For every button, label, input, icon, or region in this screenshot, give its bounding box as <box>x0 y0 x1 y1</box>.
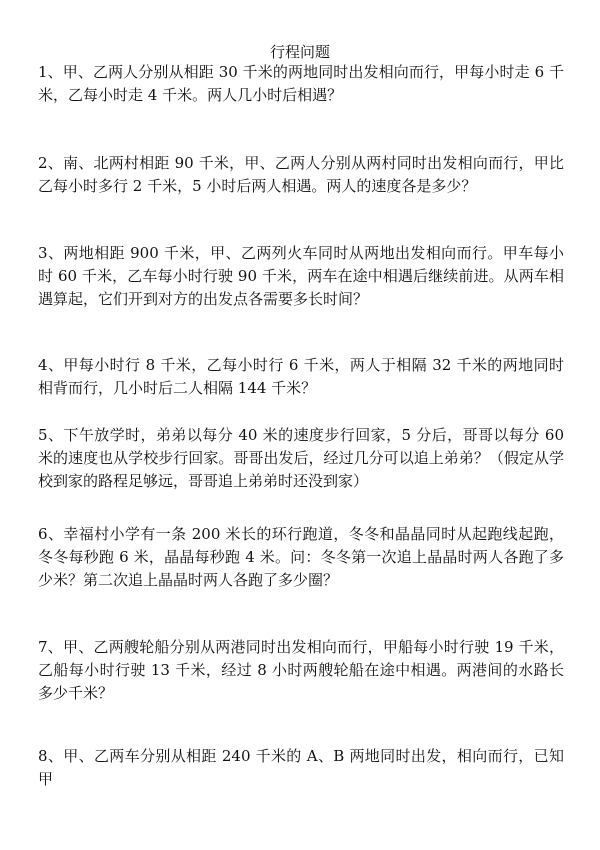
problem-5: 5、下午放学时，弟弟以每分 40 米的速度步行回家，5 分后，哥哥以每分 60 米的速度也从学校步行回家。哥哥出发后，经过几分可以追上弟弟？（假定从学校到家的路程足够远，哥哥追上弟弟时还没到家） <box>38 426 564 490</box>
problem-3: 3、两地相距 900 千米，甲、乙两列火车同时从两地出发相向而行。甲车每小时 60 千米，乙车每小时行驶 90 千米，两车在途中相遇后继续前进。从两车相遇算起，它们开到对方的出发点各需要多长时间？ <box>38 244 564 308</box>
problem-2: 2、南、北两村相距 90 千米，甲、乙两人分别从两村同时出发相向而行，甲比乙每小时多行 2 千米，5 小时后两人相遇。两人的速度各是多少？ <box>38 154 564 195</box>
problem-8: 8、甲、乙两车分别从相距 240 千米的 A、B 两地同时出发，相向而行，已知甲 <box>38 747 564 788</box>
problem-1: 1、甲、乙两人分别从相距 30 千米的两地同时出发相向而行，甲每小时走 6 千米，乙每小时走 4 千米。两人几小时后相遇？ <box>38 63 564 104</box>
problem-4: 4、甲每小时行 8 千米，乙每小时行 6 千米，两人于相隔 32 千米的两地同时相背而行，几小时后二人相隔 144 千米？ <box>38 356 564 397</box>
page-title: 行程问题 <box>269 43 330 61</box>
problem-6: 6、幸福村小学有一条 200 米长的环行跑道，冬冬和晶晶同时从起跑线起跑，冬冬每秒跑 6 米，晶晶每秒跑 4 米。问：冬冬第一次追上晶晶时两人各跑了多少米？第二次追上晶晶时两人各跑了多少圈？ <box>38 525 564 589</box>
problem-7: 7、甲、乙两艘轮船分别从两港同时出发相向而行，甲船每小时行驶 19 千米，乙船每小时行驶 13 千米，经过 8 小时两艘轮船在途中相遇。两港间的水路长多少千米？ <box>38 638 564 702</box>
